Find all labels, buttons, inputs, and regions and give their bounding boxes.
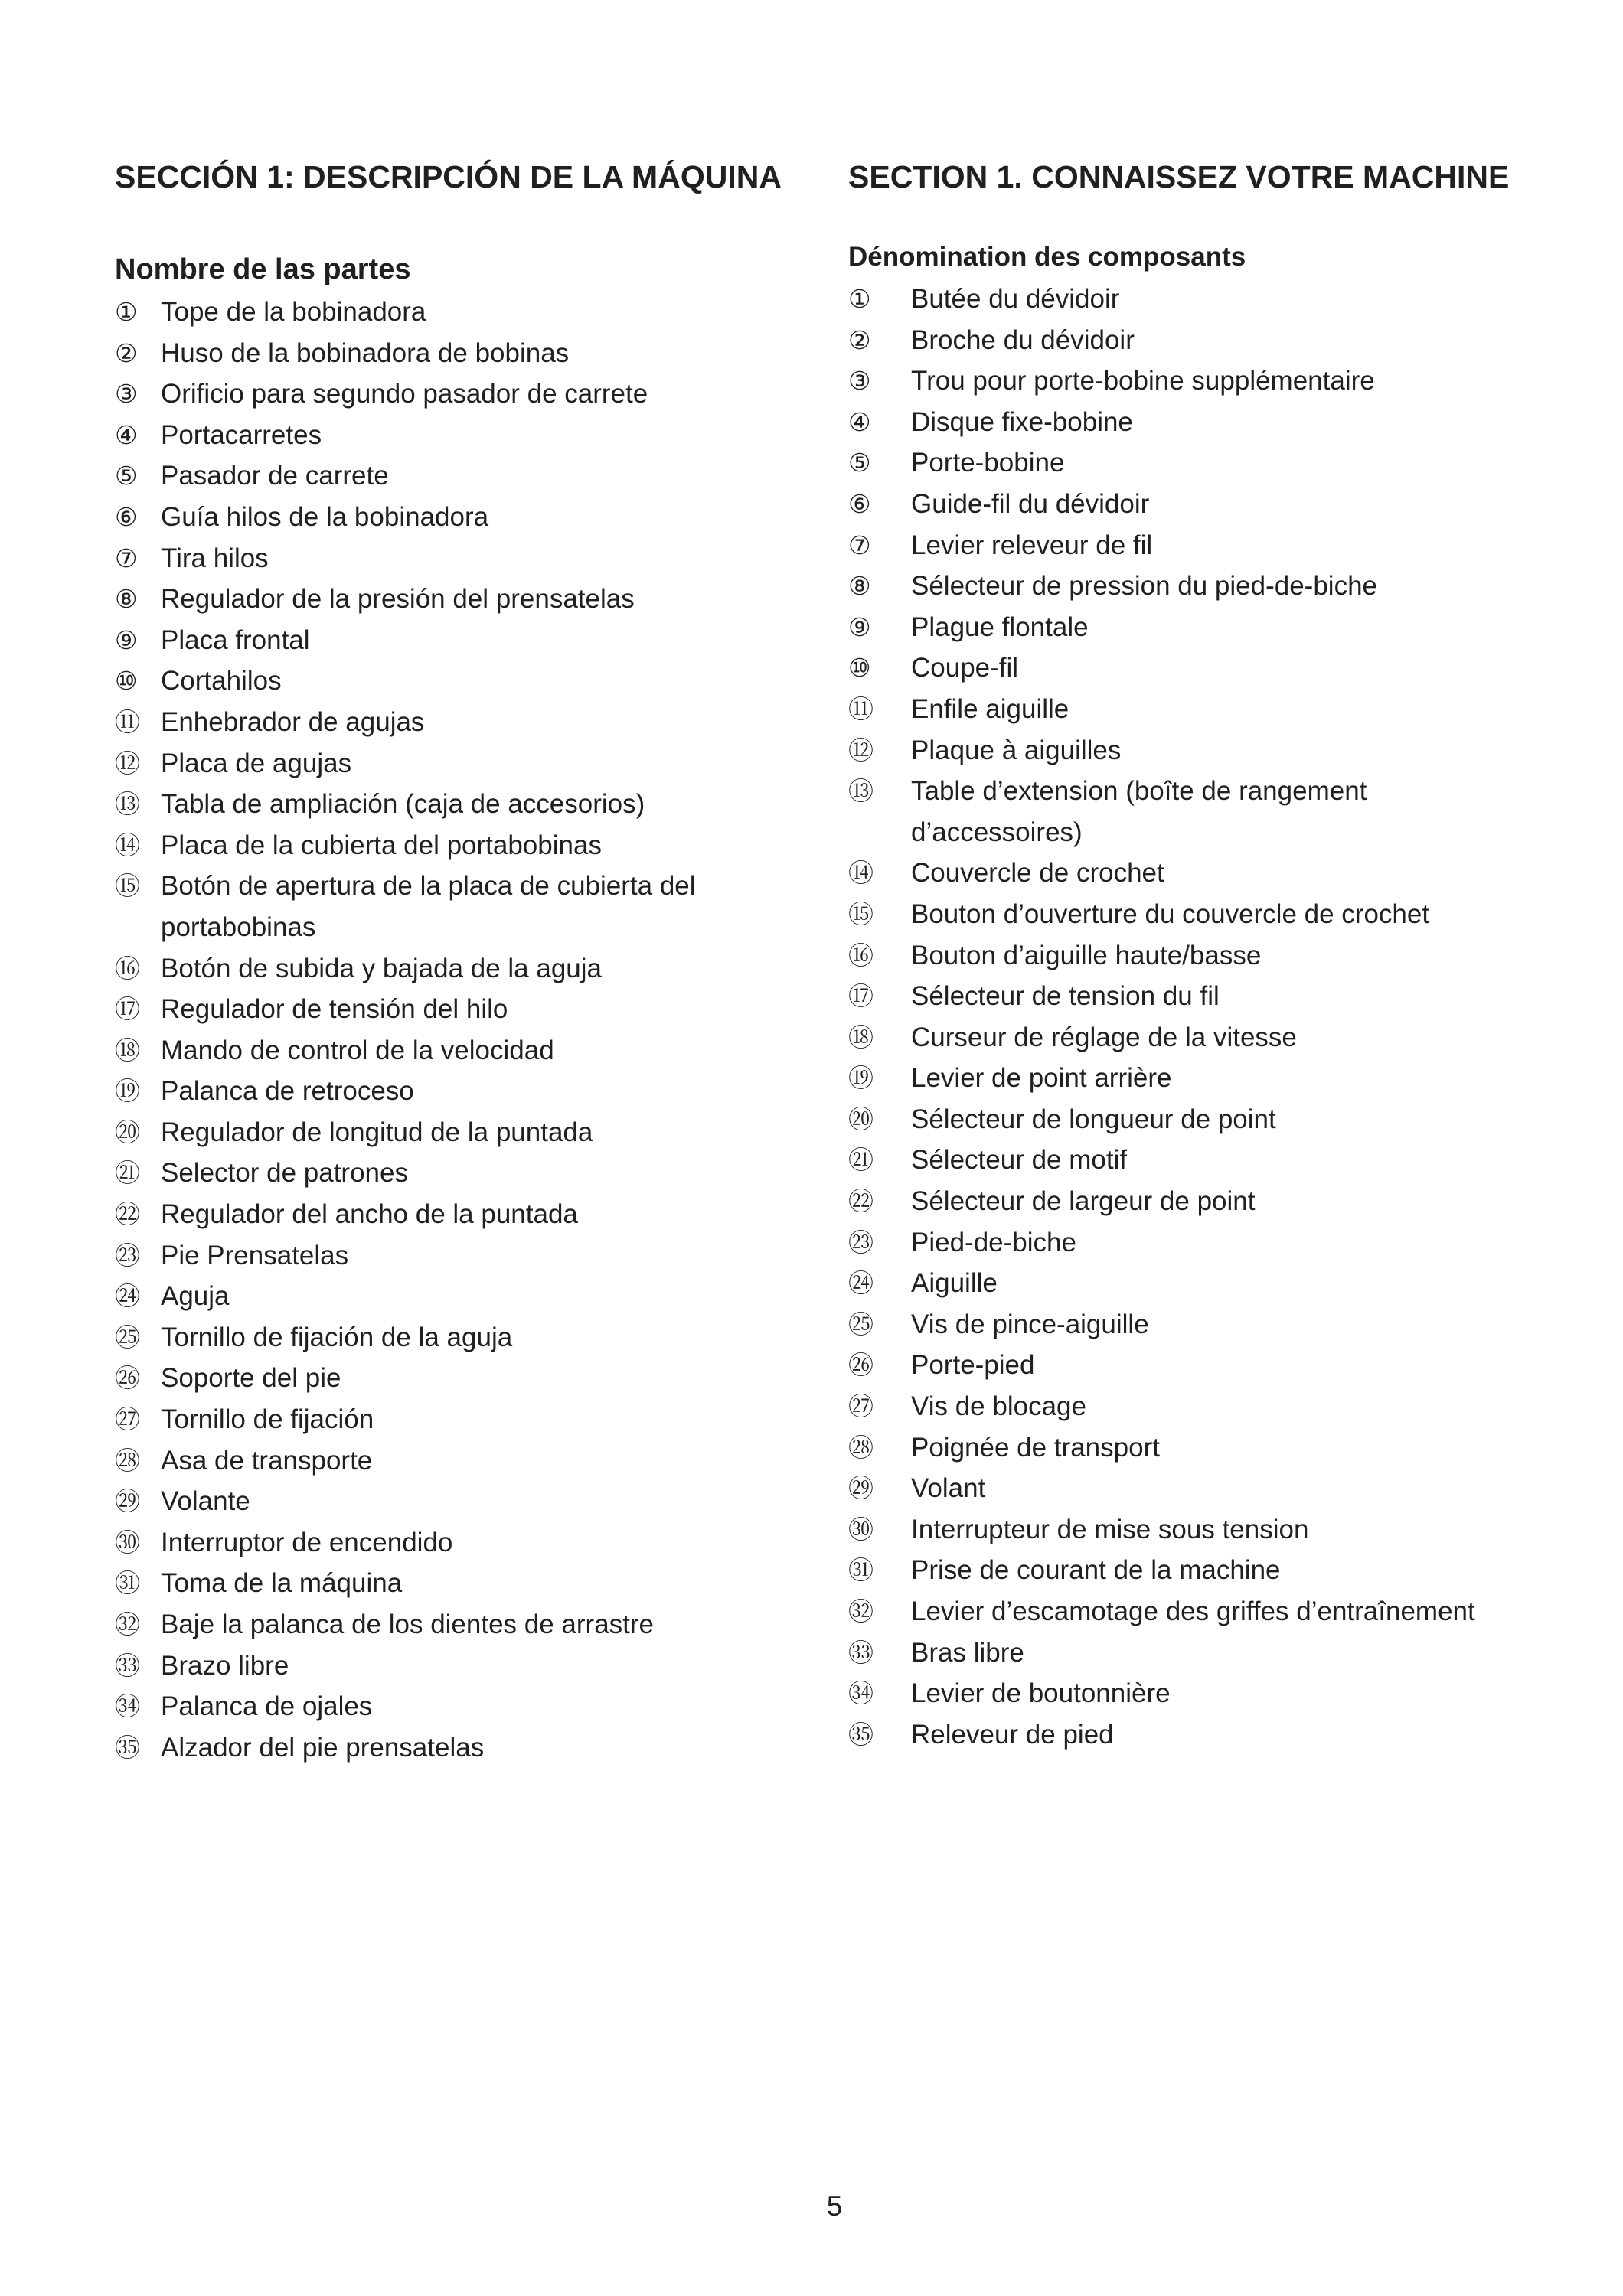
part-number: ㉒: [115, 1199, 140, 1230]
part-list-item: [848, 1017, 1537, 1058]
part-list-item: [848, 771, 1537, 853]
part-label: Releveur de pied: [911, 1719, 1114, 1750]
part-list-item: [848, 730, 1537, 771]
part-list-item: [848, 1263, 1537, 1304]
part-label: Sélecteur de pression du pied-de-biche: [911, 571, 1377, 602]
part-label: Levier d’escamotage des griffes d’entraînement: [911, 1596, 1475, 1626]
part-list-item: [115, 1071, 796, 1112]
part-label: Sélecteur de motif: [911, 1145, 1128, 1176]
part-number: ㉓: [848, 1227, 874, 1257]
part-label: Toma de la máquina: [161, 1568, 403, 1599]
part-list-item: [115, 1317, 796, 1358]
part-label: Butée du dévidoir: [911, 284, 1120, 314]
part-number: ㉛: [115, 1568, 140, 1599]
part-number: ㉕: [848, 1309, 874, 1339]
part-list-item: [848, 279, 1537, 320]
part-list-item: [115, 1153, 796, 1194]
part-label: Regulador de longitud de la puntada: [161, 1117, 593, 1147]
part-label: Palanca de ojales: [161, 1691, 373, 1722]
part-number: ㉝: [115, 1650, 140, 1681]
part-number: ⑮: [848, 899, 874, 929]
part-label: Plague flontale: [911, 612, 1089, 642]
part-label: Porte-pied: [911, 1350, 1035, 1381]
part-list-item: [115, 702, 796, 743]
part-label: Vis de blocage: [911, 1391, 1086, 1422]
part-list-item: [848, 935, 1537, 977]
part-number: ⑭: [115, 830, 140, 860]
part-label: Placa de la cubierta del portabobinas: [161, 830, 602, 860]
part-list-item: [848, 1099, 1537, 1140]
part-label: Interrupteur de mise sous tension: [911, 1514, 1309, 1544]
part-list-item: [848, 1345, 1537, 1386]
part-number: ④: [848, 406, 871, 437]
part-list-item: [848, 1509, 1537, 1551]
part-list-item: [115, 866, 796, 947]
part-number: ⑫: [848, 735, 874, 765]
part-number: ㉓: [115, 1240, 140, 1270]
part-label: Alzador del pie prensatelas: [161, 1732, 485, 1763]
part-number: ㉗: [115, 1404, 140, 1435]
part-list-item: [848, 1222, 1537, 1264]
part-number: ㉟: [848, 1719, 874, 1750]
part-label: Broche du dévidoir: [911, 325, 1135, 355]
part-label: Sélecteur de largeur de point: [911, 1186, 1256, 1217]
part-number: ⑲: [848, 1063, 874, 1094]
part-list-item: [848, 484, 1537, 525]
part-number: ⑫: [115, 748, 140, 778]
part-label: Brazo libre: [161, 1650, 289, 1681]
part-list-item: [115, 784, 796, 825]
part-number: ②: [848, 325, 871, 355]
part-label: Aguja: [161, 1281, 230, 1312]
part-number: ㉑: [848, 1145, 874, 1176]
part-list-item: [115, 1276, 796, 1317]
part-number: ⑤: [848, 448, 871, 478]
part-list-item: [848, 1714, 1537, 1756]
part-number: ㉝: [848, 1637, 874, 1668]
part-label: Orificio para segundo pasador de carrete: [161, 379, 648, 409]
part-number: ⑥: [115, 501, 138, 532]
part-label: Huso de la bobinadora de bobinas: [161, 338, 570, 368]
part-label: Bouton d’aiguille haute/basse: [911, 940, 1262, 970]
part-list-item: [848, 1673, 1537, 1714]
part-number: ⑥: [848, 488, 871, 519]
part-list-item: [115, 373, 796, 415]
part-number: ㉒: [848, 1186, 874, 1217]
part-label: Aiguille: [911, 1268, 998, 1299]
part-number: ⑯: [115, 953, 140, 983]
part-list-item: [115, 1030, 796, 1071]
part-label: Plaque à aiguilles: [911, 735, 1122, 765]
part-number: ㉛: [848, 1555, 874, 1586]
part-label: Levier releveur de fil: [911, 530, 1153, 560]
part-label: Tabla de ampliación (caja de accesorios): [161, 789, 645, 820]
part-number: ⑨: [115, 625, 138, 655]
part-label: Placa de agujas: [161, 748, 352, 778]
part-list-item: [848, 689, 1537, 730]
part-list-item: [848, 1304, 1537, 1345]
section-title-french: SECTION 1. CONNAISSEZ VOTRE MACHINE: [848, 159, 1510, 194]
part-list-item: [848, 360, 1537, 402]
part-number: ①: [115, 297, 138, 327]
page-number: 5: [826, 2190, 843, 2222]
part-label: Pasador de carrete: [161, 461, 389, 491]
part-list-item: [848, 1427, 1537, 1469]
part-number: ③: [115, 379, 138, 409]
part-number: ⑬: [848, 776, 874, 807]
part-list-item: [848, 1468, 1537, 1509]
part-number: ⑦: [115, 543, 138, 573]
part-label: Tira hilos: [161, 543, 269, 573]
part-list-item: [115, 1399, 796, 1440]
part-label: Bouton d’ouverture du couvercle de crochet: [911, 899, 1430, 929]
part-number: ㉔: [115, 1281, 140, 1312]
part-list-item: [115, 1194, 796, 1235]
part-list-item: [848, 1386, 1537, 1427]
part-number: ⑬: [115, 789, 140, 820]
part-number: ㉘: [115, 1445, 140, 1476]
part-number: ⑪: [848, 693, 874, 724]
part-list-item: [115, 1112, 796, 1153]
part-number: ⑪: [115, 706, 140, 737]
part-list-item: [115, 1686, 796, 1727]
part-label: Interruptor de encendido: [161, 1527, 453, 1557]
part-list-item: [115, 989, 796, 1030]
part-list-item: [115, 415, 796, 456]
part-label: Tornillo de fijación de la aguja: [161, 1322, 513, 1352]
part-label: Regulador del ancho de la puntada: [161, 1199, 578, 1230]
part-number: ④: [115, 419, 138, 450]
part-label: Selector de patrones: [161, 1158, 408, 1189]
part-label: Asa de transporte: [161, 1445, 373, 1476]
part-label: Porte-bobine: [911, 448, 1065, 478]
part-number: ⑳: [115, 1117, 140, 1147]
part-label: Baje la palanca de los dientes de arrastre: [161, 1609, 655, 1639]
part-list-item: [115, 333, 796, 374]
part-label: Volant: [911, 1473, 986, 1504]
part-list-item: [848, 1550, 1537, 1591]
part-number: ⑲: [115, 1076, 140, 1107]
part-label: Levier de point arrière: [911, 1063, 1172, 1094]
french-parts-column: [848, 239, 1537, 1755]
part-number: ㉖: [848, 1350, 874, 1381]
part-list-item: [115, 1645, 796, 1687]
part-number: ㉙: [115, 1486, 140, 1517]
part-number: ⑭: [848, 858, 874, 889]
part-list-item: [848, 853, 1537, 894]
parts-list-french: [848, 279, 1537, 1755]
part-list-item: [848, 1181, 1537, 1222]
part-number: ⑤: [115, 461, 138, 491]
part-list-item: [848, 647, 1537, 689]
part-number: ㉙: [848, 1473, 874, 1504]
parts-heading-spanish: Nombre de las partes: [115, 253, 411, 285]
part-list-item: [848, 402, 1537, 443]
part-list-item: [848, 1140, 1537, 1181]
part-label: Bras libre: [911, 1637, 1024, 1668]
part-number: ⑩: [848, 653, 871, 683]
part-number: ⑧: [115, 584, 138, 615]
part-list-item: [115, 660, 796, 702]
part-list-item: [115, 1563, 796, 1604]
part-list-item: [115, 620, 796, 661]
part-label: Portacarretes: [161, 419, 322, 450]
part-label: Guide-fil du dévidoir: [911, 488, 1150, 519]
part-number: ㉞: [115, 1691, 140, 1722]
part-label: Palanca de retroceso: [161, 1076, 414, 1107]
part-list-item: [115, 1727, 796, 1769]
part-list-item: [115, 497, 796, 538]
part-number: ⑳: [848, 1104, 874, 1134]
part-list-item: [115, 1522, 796, 1564]
part-number: ⑱: [115, 1035, 140, 1065]
part-label: Enhebrador de agujas: [161, 706, 425, 737]
part-label: Trou pour porte-bobine supplémentaire: [911, 366, 1375, 396]
part-number: ⑰: [848, 981, 874, 1012]
part-label: Volante: [161, 1486, 250, 1517]
part-label: Tornillo de fijación: [161, 1404, 374, 1435]
part-number: ㉕: [115, 1322, 140, 1352]
part-list-item: [848, 1058, 1537, 1099]
part-number: ㉟: [115, 1732, 140, 1763]
part-number: ⑦: [848, 530, 871, 560]
part-list-item: [848, 566, 1537, 607]
part-label: Prise de courant de la machine: [911, 1555, 1281, 1586]
part-number: ㉚: [848, 1514, 874, 1544]
part-label: Pie Prensatelas: [161, 1240, 349, 1270]
part-number: ⑱: [848, 1022, 874, 1052]
part-label: Disque fixe-bobine: [911, 406, 1133, 437]
part-label: Guía hilos de la bobinadora: [161, 501, 489, 532]
part-label: Regulador de tensión del hilo: [161, 994, 508, 1025]
part-list-item: [848, 1591, 1537, 1632]
part-label: Poignée de transport: [911, 1432, 1160, 1463]
part-list-item: [848, 976, 1537, 1017]
part-list-item: [848, 1632, 1537, 1674]
part-label: Botón de subida y bajada de la aguja: [161, 953, 603, 983]
part-label: Curseur de réglage de la vitesse: [911, 1022, 1297, 1052]
part-number: ㉖: [115, 1363, 140, 1394]
part-list-item: [115, 825, 796, 866]
part-list-item: [848, 607, 1537, 648]
part-number: ㉚: [115, 1527, 140, 1557]
part-list-item: [115, 743, 796, 784]
part-list-item: [115, 1235, 796, 1277]
part-number: ③: [848, 366, 871, 396]
part-label: Placa frontal: [161, 625, 310, 655]
part-number: ⑨: [848, 612, 871, 642]
part-label: Mando de control de la velocidad: [161, 1035, 554, 1065]
part-number: ⑮: [115, 871, 140, 902]
part-label: Soporte del pie: [161, 1363, 341, 1394]
part-number: ⑧: [848, 571, 871, 602]
part-list-item: [115, 538, 796, 579]
part-label: Regulador de la presión del prensatelas: [161, 584, 635, 615]
part-label: Botón de apertura de la placa de cubierta del portabobinas: [161, 871, 696, 942]
part-list-item: [115, 579, 796, 620]
part-number: ⑯: [848, 940, 874, 970]
part-list-item: [115, 1440, 796, 1482]
part-label: Levier de boutonnière: [911, 1678, 1171, 1709]
part-label: Vis de pince-aiguille: [911, 1309, 1149, 1339]
part-number: ㉞: [848, 1678, 874, 1709]
part-number: ㉔: [848, 1268, 874, 1299]
part-list-item: [115, 1481, 796, 1522]
part-number: ㉗: [848, 1391, 874, 1422]
part-label: Enfile aiguille: [911, 693, 1069, 724]
part-label: Sélecteur de tension du fil: [911, 981, 1220, 1012]
part-list-item: [848, 525, 1537, 566]
parts-list-spanish: [115, 292, 796, 1768]
part-number: ㉑: [115, 1158, 140, 1189]
part-label: Tope de la bobinadora: [161, 297, 426, 327]
part-number: ㉜: [115, 1609, 140, 1639]
part-label: Sélecteur de longueur de point: [911, 1104, 1276, 1134]
part-list-item: [848, 894, 1537, 935]
part-number: ㉜: [848, 1596, 874, 1626]
part-list-item: [115, 292, 796, 333]
part-list-item: [115, 455, 796, 497]
part-list-item: [115, 1604, 796, 1645]
part-label: Couvercle de crochet: [911, 858, 1164, 889]
part-label: Cortahilos: [161, 666, 282, 696]
part-number: ①: [848, 284, 871, 314]
part-label: Coupe-fil: [911, 653, 1019, 683]
part-list-item: [115, 1358, 796, 1399]
part-number: ⑰: [115, 994, 140, 1025]
part-number: ⑩: [115, 666, 138, 696]
part-number: ②: [115, 338, 138, 368]
parts-heading-french: Dénomination des composants: [848, 242, 1246, 272]
part-label: Table d’extension (boîte de rangement d’accessoires): [911, 776, 1367, 847]
section-title-spanish: SECCIÓN 1: DESCRIPCIÓN DE LA MÁQUINA: [115, 159, 782, 194]
part-list-item: [115, 948, 796, 990]
part-label: Pied-de-biche: [911, 1227, 1076, 1257]
part-number: ㉘: [848, 1432, 874, 1463]
part-list-item: [848, 442, 1537, 484]
part-list-item: [848, 320, 1537, 361]
spanish-parts-column: [115, 249, 796, 1768]
